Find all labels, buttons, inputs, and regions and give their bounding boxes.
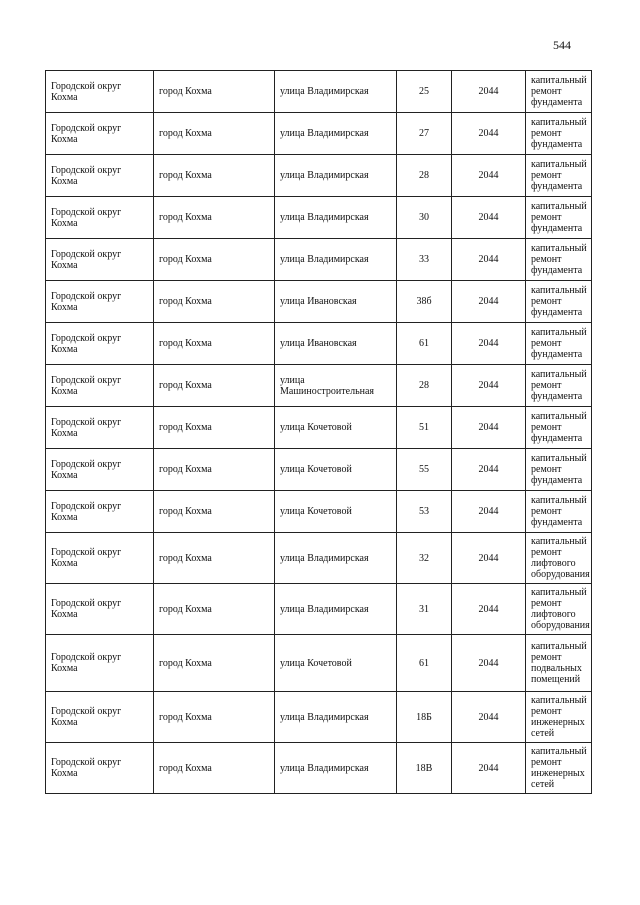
work-type-cell: капитальный ремонт инженерных сетей bbox=[526, 743, 592, 794]
year-cell: 2044 bbox=[452, 113, 526, 155]
street-cell: улица Кочетовой bbox=[275, 635, 397, 692]
work-type-cell: капитальный ремонт фундамента bbox=[526, 365, 592, 407]
year-cell: 2044 bbox=[452, 71, 526, 113]
street-cell: улица Владимирская bbox=[275, 743, 397, 794]
district-cell: Городской округ Кохма bbox=[46, 584, 154, 635]
year-cell: 2044 bbox=[452, 365, 526, 407]
year-cell: 2044 bbox=[452, 281, 526, 323]
street-cell: улица Владимирская bbox=[275, 197, 397, 239]
year-cell: 2044 bbox=[452, 449, 526, 491]
repair-schedule-table bbox=[45, 70, 592, 794]
table-row bbox=[46, 239, 592, 281]
city-cell: город Кохма bbox=[154, 635, 275, 692]
year-cell: 2044 bbox=[452, 635, 526, 692]
district-cell: Городской округ Кохма bbox=[46, 155, 154, 197]
work-type-cell: капитальный ремонт подвальных помещений bbox=[526, 635, 592, 692]
city-cell: город Кохма bbox=[154, 113, 275, 155]
street-cell: улица Владимирская bbox=[275, 239, 397, 281]
year-cell: 2044 bbox=[452, 743, 526, 794]
table-row bbox=[46, 491, 592, 533]
street-cell: улица Владимирская bbox=[275, 71, 397, 113]
house-number-cell: 61 bbox=[397, 323, 452, 365]
city-cell: город Кохма bbox=[154, 323, 275, 365]
city-cell: город Кохма bbox=[154, 365, 275, 407]
street-cell: улица Владимирская bbox=[275, 584, 397, 635]
city-cell: город Кохма bbox=[154, 71, 275, 113]
street-cell: улица Владимирская bbox=[275, 692, 397, 743]
year-cell: 2044 bbox=[452, 197, 526, 239]
house-number-cell: 38б bbox=[397, 281, 452, 323]
district-cell: Городской округ Кохма bbox=[46, 743, 154, 794]
table-row bbox=[46, 197, 592, 239]
district-cell: Городской округ Кохма bbox=[46, 197, 154, 239]
city-cell: город Кохма bbox=[154, 449, 275, 491]
city-cell: город Кохма bbox=[154, 407, 275, 449]
city-cell: город Кохма bbox=[154, 584, 275, 635]
district-cell: Городской округ Кохма bbox=[46, 449, 154, 491]
house-number-cell: 32 bbox=[397, 533, 452, 584]
district-cell: Городской округ Кохма bbox=[46, 113, 154, 155]
city-cell: город Кохма bbox=[154, 155, 275, 197]
district-cell: Городской округ Кохма bbox=[46, 365, 154, 407]
city-cell: город Кохма bbox=[154, 533, 275, 584]
work-type-cell: капитальный ремонт фундамента bbox=[526, 71, 592, 113]
house-number-cell: 25 bbox=[397, 71, 452, 113]
district-cell: Городской округ Кохма bbox=[46, 692, 154, 743]
work-type-cell: капитальный ремонт фундамента bbox=[526, 155, 592, 197]
table-row bbox=[46, 635, 592, 692]
district-cell: Городской округ Кохма bbox=[46, 71, 154, 113]
city-cell: город Кохма bbox=[154, 239, 275, 281]
street-cell: улица Ивановская bbox=[275, 281, 397, 323]
table-row bbox=[46, 365, 592, 407]
street-cell: улица Владимирская bbox=[275, 113, 397, 155]
work-type-cell: капитальный ремонт фундамента bbox=[526, 197, 592, 239]
city-cell: город Кохма bbox=[154, 491, 275, 533]
table-row bbox=[46, 281, 592, 323]
table-row bbox=[46, 743, 592, 794]
district-cell: Городской округ Кохма bbox=[46, 239, 154, 281]
work-type-cell: капитальный ремонт инженерных сетей bbox=[526, 692, 592, 743]
work-type-cell: капитальный ремонт фундамента bbox=[526, 407, 592, 449]
city-cell: город Кохма bbox=[154, 743, 275, 794]
year-cell: 2044 bbox=[452, 239, 526, 281]
house-number-cell: 27 bbox=[397, 113, 452, 155]
house-number-cell: 53 bbox=[397, 491, 452, 533]
table-row bbox=[46, 449, 592, 491]
work-type-cell: капитальный ремонт лифтового оборудования bbox=[526, 533, 592, 584]
house-number-cell: 18В bbox=[397, 743, 452, 794]
house-number-cell: 31 bbox=[397, 584, 452, 635]
street-cell: улица Кочетовой bbox=[275, 407, 397, 449]
table-row bbox=[46, 155, 592, 197]
house-number-cell: 33 bbox=[397, 239, 452, 281]
city-cell: город Кохма bbox=[154, 281, 275, 323]
house-number-cell: 28 bbox=[397, 365, 452, 407]
street-cell: улица Машиностроительная bbox=[275, 365, 397, 407]
table-row bbox=[46, 533, 592, 584]
street-cell: улица Кочетовой bbox=[275, 449, 397, 491]
table-row bbox=[46, 407, 592, 449]
work-type-cell: капитальный ремонт фундамента bbox=[526, 323, 592, 365]
house-number-cell: 51 bbox=[397, 407, 452, 449]
year-cell: 2044 bbox=[452, 155, 526, 197]
district-cell: Городской округ Кохма bbox=[46, 635, 154, 692]
house-number-cell: 30 bbox=[397, 197, 452, 239]
street-cell: улица Кочетовой bbox=[275, 491, 397, 533]
district-cell: Городской округ Кохма bbox=[46, 491, 154, 533]
table-row bbox=[46, 323, 592, 365]
work-type-cell: капитальный ремонт лифтового оборудования bbox=[526, 584, 592, 635]
work-type-cell: капитальный ремонт фундамента bbox=[526, 449, 592, 491]
year-cell: 2044 bbox=[452, 491, 526, 533]
street-cell: улица Ивановская bbox=[275, 323, 397, 365]
street-cell: улица Владимирская bbox=[275, 533, 397, 584]
district-cell: Городской округ Кохма bbox=[46, 281, 154, 323]
house-number-cell: 18Б bbox=[397, 692, 452, 743]
year-cell: 2044 bbox=[452, 584, 526, 635]
street-cell: улица Владимирская bbox=[275, 155, 397, 197]
city-cell: город Кохма bbox=[154, 197, 275, 239]
house-number-cell: 55 bbox=[397, 449, 452, 491]
house-number-cell: 61 bbox=[397, 635, 452, 692]
work-type-cell: капитальный ремонт фундамента bbox=[526, 113, 592, 155]
table-row bbox=[46, 584, 592, 635]
table-row bbox=[46, 71, 592, 113]
district-cell: Городской округ Кохма bbox=[46, 407, 154, 449]
work-type-cell: капитальный ремонт фундамента bbox=[526, 281, 592, 323]
table-row bbox=[46, 113, 592, 155]
year-cell: 2044 bbox=[452, 533, 526, 584]
table-row bbox=[46, 692, 592, 743]
district-cell: Городской округ Кохма bbox=[46, 323, 154, 365]
city-cell: город Кохма bbox=[154, 692, 275, 743]
page-number: 544 bbox=[553, 38, 571, 52]
year-cell: 2044 bbox=[452, 407, 526, 449]
work-type-cell: капитальный ремонт фундамента bbox=[526, 239, 592, 281]
district-cell: Городской округ Кохма bbox=[46, 533, 154, 584]
work-type-cell: капитальный ремонт фундамента bbox=[526, 491, 592, 533]
year-cell: 2044 bbox=[452, 692, 526, 743]
house-number-cell: 28 bbox=[397, 155, 452, 197]
year-cell: 2044 bbox=[452, 323, 526, 365]
